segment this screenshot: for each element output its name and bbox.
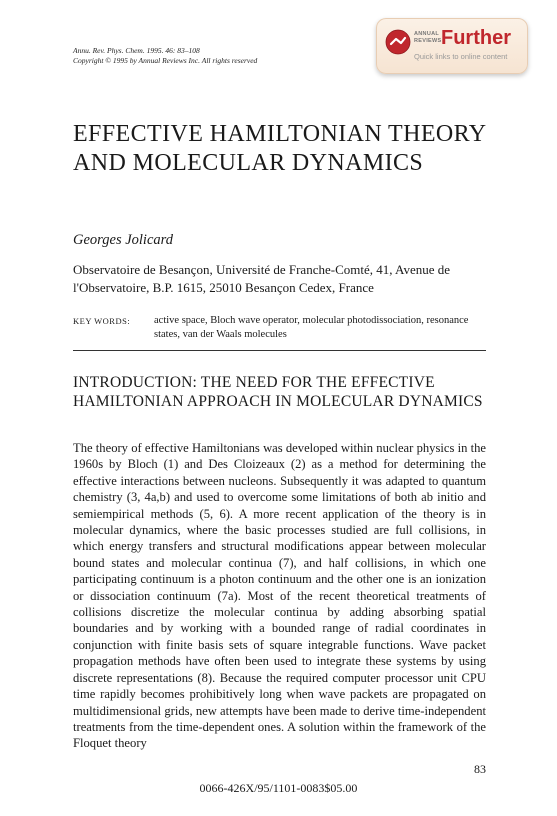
- article-code: 0066-426X/95/1101-0083$05.00: [199, 781, 358, 795]
- further-links-badge[interactable]: [376, 18, 528, 74]
- article-title: EFFECTIVE HAMILTONIAN THEORY AND MOLECULAR DYNAMICS: [73, 121, 486, 176]
- keywords-label: KEY WORDS:: [73, 316, 131, 326]
- header-divider: [73, 350, 486, 351]
- badge-annual-reviews-text: ANNUAL REVIEWS: [414, 31, 442, 44]
- keywords-list: active space, Bloch wave operator, molecular photodissociation, resonance states, van der Waals molecules: [154, 315, 469, 340]
- body-paragraph: The theory of effective Hamiltonians was developed within nuclear physics in the 1960s by Bloch (1) and Des Cloizeaux (2) as a method for determining the effective interactions between nucleons. Subsequently it was adapted to quantum chemistry (3, 4a,b) and used to overcome some limitations of both ab initio and semiempirical methods (5, 6). A more recent application of the theory is in molecular dynamics, where the basic processes studied are full collisions, in which energy transfers and structural modifications appear between molecular bound states and molecular continua (7), and half collisions, in which one participating continuum is a photon continuum and the other one is an ionization or dissociation continuum (7a). Most of the recent theoretical treatments of collisions discretize the molecular continua by adding absorbing spatial boundaries and by working with a bounded range of radial coordinates in conjunction with finite basis sets of square integrable functions. Wave packet propagation methods have often been used to integrate these systems by using discrete representations (8). Because the required computer processor unit CPU time rapidly becomes prohibitively long when wave packets are propagated on multidimensional grids, new attempts have been made to derive time-independent treatments from the time-dependent ones. A solution within the framework of the Floquet theory: [73, 441, 486, 751]
- journal-citation: Annu. Rev. Phys. Chem. 1995. 46: 83–108: [73, 46, 200, 55]
- copyright-notice: Copyright © 1995 by Annual Reviews Inc. All rights reserved: [73, 56, 258, 65]
- page-number: 83: [474, 762, 486, 776]
- section-heading: INTRODUCTION: THE NEED FOR THE EFFECTIVE HAMILTONIAN APPROACH IN MOLECULAR DYNAMICS: [73, 374, 483, 410]
- body-text: [73, 440, 486, 752]
- article-author: Georges Jolicard: [73, 232, 173, 248]
- badge-subtitle: Quick links to online content: [414, 52, 508, 61]
- annual-reviews-logo-icon: [385, 29, 411, 55]
- badge-brand: Further: [441, 27, 511, 49]
- author-affiliation: Observatoire de Besançon, Université de Franche-Comté, 41, Avenue de l'Observatoire, B.P. 1615, 25010 Besançon Cedex, France: [73, 262, 450, 295]
- journal-citation-block: [73, 46, 257, 66]
